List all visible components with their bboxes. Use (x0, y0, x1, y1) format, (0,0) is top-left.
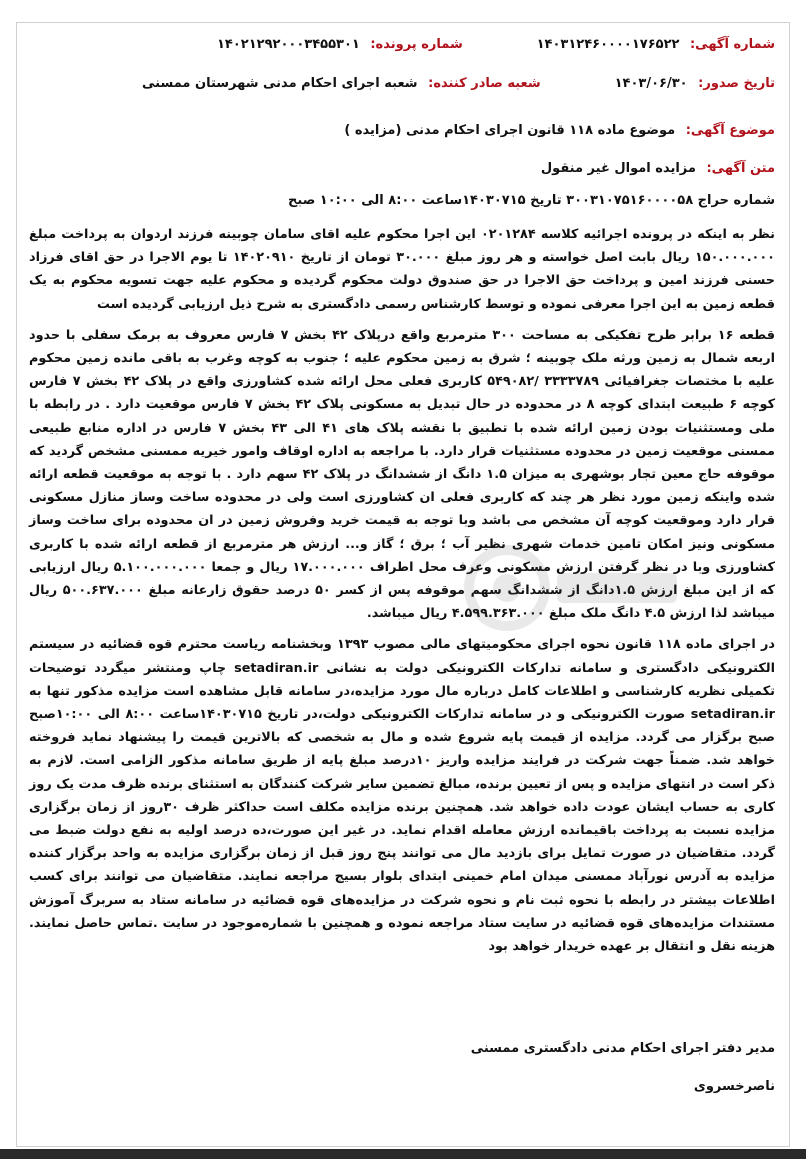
signature-title: مدیر دفتر اجرای احکام مدنی دادگستری ممسنی (470, 1041, 775, 1056)
bottom-band (0, 1149, 806, 1159)
issuing-branch-value: شعبه اجرای احکام مدنی شهرستان ممسنی (142, 76, 418, 91)
issue-date-value: ۱۴۰۳/۰۶/۳۰ (614, 76, 688, 91)
header-row-2 (17, 76, 789, 102)
subject-value: موضوع ماده ۱۱۸ قانون اجرای احکام مدنی (مزایده ) (344, 123, 676, 138)
notice-body (29, 223, 775, 966)
case-number-label: شماره پرونده: (370, 37, 463, 52)
case-number-value: ۱۴۰۲۱۲۹۲۰۰۰۳۴۵۵۳۰۱ (217, 37, 360, 52)
subject-label: موضوع آگهی: (685, 123, 775, 138)
signature-name: ناصرخسروی (693, 1079, 775, 1094)
auction-line: شماره حراج ۳۰۰۳۱۰۷۵۱۶۰۰۰۰۵۸ تاریخ ۱۴۰۳۰۷۱۵ساعت ۸:۰۰ الی ۱۰:۰۰ صبح (288, 193, 775, 208)
issue-date (615, 76, 775, 91)
notice-text-label: متن آگهی: (706, 161, 775, 176)
issuing-branch-label: شعبه صادر کننده: (428, 76, 541, 91)
notice-number-label: شماره آگهی: (689, 37, 775, 52)
paragraph-auction-terms: در اجرای ماده ۱۱۸ قانون نحوه اجرای محکومیتهای مالی مصوب ۱۳۹۳ وبخشنامه ریاست محترم قوه قضائیه در سیستم الکترونیکی دادگستری و سامانه تدارکات الکترونیکی دولت به نشانی setadiran.ir چاپ ومنتشر میگردد توضیحات تکمیلی نظریه کارشناسی و اطلاعات کامل درباره مال مورد مزایده،در سامانه قابل مشاهده است مزایده مذکور تنها به setadiran.ir صورت الکترونیکی و در سامانه تدارکات الکترونیکی دولت،در تاریخ ۱۴۰۳۰۷۱۵ساعت ۸:۰۰ الی ۱۰:۰۰صبح صبح برگزار می گردد. مزایده از قیمت پایه شروع شده و مال به شخصی که بالاترین قیمت را پیشنهاد نماید فروخته خواهد شد. ضمناً جهت شرکت در فرایند مزایده واریز ۱۰درصد مبلغ پایه از طریق سامانه مذکور الزامی است. لازم به ذکر است در انتهای مزایده و پس از تعیین برنده، مبالغ تضمین سایر شرکت کنندگان به استثنای برنده ظرف مدت یک روز کاری به حساب ایشان عودت داده خواهد شد. همچنین برنده مزایده مکلف است حداکثر ظرف ۳۰روز از زمان برگزاری مزایده نسبت به پرداخت باقیمانده ارزش معامله اقدام نماید. در غیر این صورت،ده درصد اولیه به نفع دولت ضبط می گردد. متقاضیان در صورت تمایل برای بازدید مال می توانند پنج روز قبل از زمان برگزاری مزایده به واحد برگزار کننده مزایده به آدرس نورآباد ممسنی میدان امام خمینی ابتدای بلوار بسیج مراجعه نمایند. متقاضیان می توانند برای کسب اطلاعات بیشتر در رابطه با نحوه ثبت نام و نحوه شرکت در مزایده‌های قوه قضائیه در سامانه ستاد به سربرگ آموزش مستندات مزایده‌های قوه قضائیه در سایت ستاد مراجعه نموده و همچنین با شماره‌موجود در سایت .تماس حاصل نمایند. هزینه نقل و انتقال بر عهده خریدار خواهد بود (29, 637, 775, 955)
issuing-branch (142, 76, 541, 91)
notice-document (16, 22, 790, 1147)
case-number (217, 37, 463, 52)
issue-date-label: تاریخ صدور: (698, 76, 775, 91)
paragraph-property: قطعه ۱۶ برابر طرح تفکیکی به مساحت ۳۰۰ مترمربع واقع درپلاک ۴۲ بخش ۷ فارس معروف به برمک سفلی با حدود اربعه شمال به زمین ورثه ملک چوبینه ؛ شرق به زمین محکوم علیه ؛ جنوب به کوچه وغرب به باقی مانده زمین محکوم علیه با مختصات جغرافیائی ۳۳۳۳۷۸۹ /۵۴۹۰۸۲ کاربری فعلی محل ارائه شده کشاورزی واقع در پلاک ۴۲ بخش ۷ فارس کوچه ۶ طبیعت ابتدای کوچه ۸ در محدوده در حال تبدیل به مسکونی پلاک ۴۲ بخش ۷ فارس موقعیت دارد . در رابطه با ملی ومستثنیات بودن زمین ارائه شده با تطبیق با نقشه پلاک های ۴۱ الی ۴۳ بخش ۷ فارس در اداره منابع طبیعی ممسنی موقعیت زمین در محدوده مستثنیات قرار دارد. با مراجعه به اداره اوقاف وامور خیریه ممسنی مشخص گردید که موقوفه حاج معین تجار بوشهری به میزان ۱.۵ دانگ از ششدانگ در پلاک ۴۲ سهم دارد . با توجه به موقعیت قطعه ارائه شده واینکه زمین مورد نظر هر چند که کاربری فعلی ان کشاورزی است ولی در محدوده ساخت وساز منازل مسکونی قرار دارد وموقعیت کوچه آن مشخص می باشد وبا توجه به قیمت خرید وفروش زمین در ان محدوده برای ساخت وساز مسکونی ونیز امکان تامین خدمات شهری نظیر آب ؛ برق ؛ گاز و... ارزش هر مترمربع از قطعه ارائه شده با کاربری کشاورزی وبا در نظر گرفتن ارزش مسکونی وعرف محل اطراف ۱۷.۰۰۰.۰۰۰ ریال و جمعا ۵.۱۰۰.۰۰۰.۰۰۰ ریال ارزیابی که از این مبلغ ارزش ۱.۵دانگ از ششدانگ سهم موقوفه پس از کسر ۵۰ درصد حقوق زارعانه مبلغ ۵۰۰.۶۳۷.۰۰۰ ریال میباشد لذا ارزش ۴.۵ دانگ ملک مبلغ ۴.۵۹۹.۳۶۳.۰۰۰ ریال میباشد. (29, 327, 776, 622)
header-row-1 (17, 37, 789, 63)
notice-number (537, 37, 775, 52)
paragraph-case: نظر به اینکه در پرونده اجرائیه کلاسه ۰۲۰۱۲۸۴ این اجرا محکوم علیه اقای سامان چوبینه فرزند اردوان به پرداخت مبلغ ۱۵۰.۰۰۰.۰۰۰ ریال بابت اصل خواسته و هر روز مبلغ ۳۰.۰۰۰ تومان از تاریخ ۱۴۰۲۰۹۱۰ تا یوم الاجرا در حق اقای فرزاد حسنی فرزند امین و پرداخت حق الاجرا در حق صندوق دولت محکوم گردیده و محکوم علیه جهت تسویه محکوم به یک قطعه زمین به این اجرا معرفی نموده و توسط کارشناس رسمی دادگستری به شرح ذیل ارزیابی گردیده است (29, 227, 775, 312)
notice-text-line (541, 161, 775, 176)
subject-line (344, 123, 775, 138)
notice-text-value: مزایده اموال غیر منقول (540, 161, 696, 176)
notice-number-value: ۱۴۰۳۱۲۴۶۰۰۰۰۱۷۶۵۲۲ (536, 37, 680, 52)
